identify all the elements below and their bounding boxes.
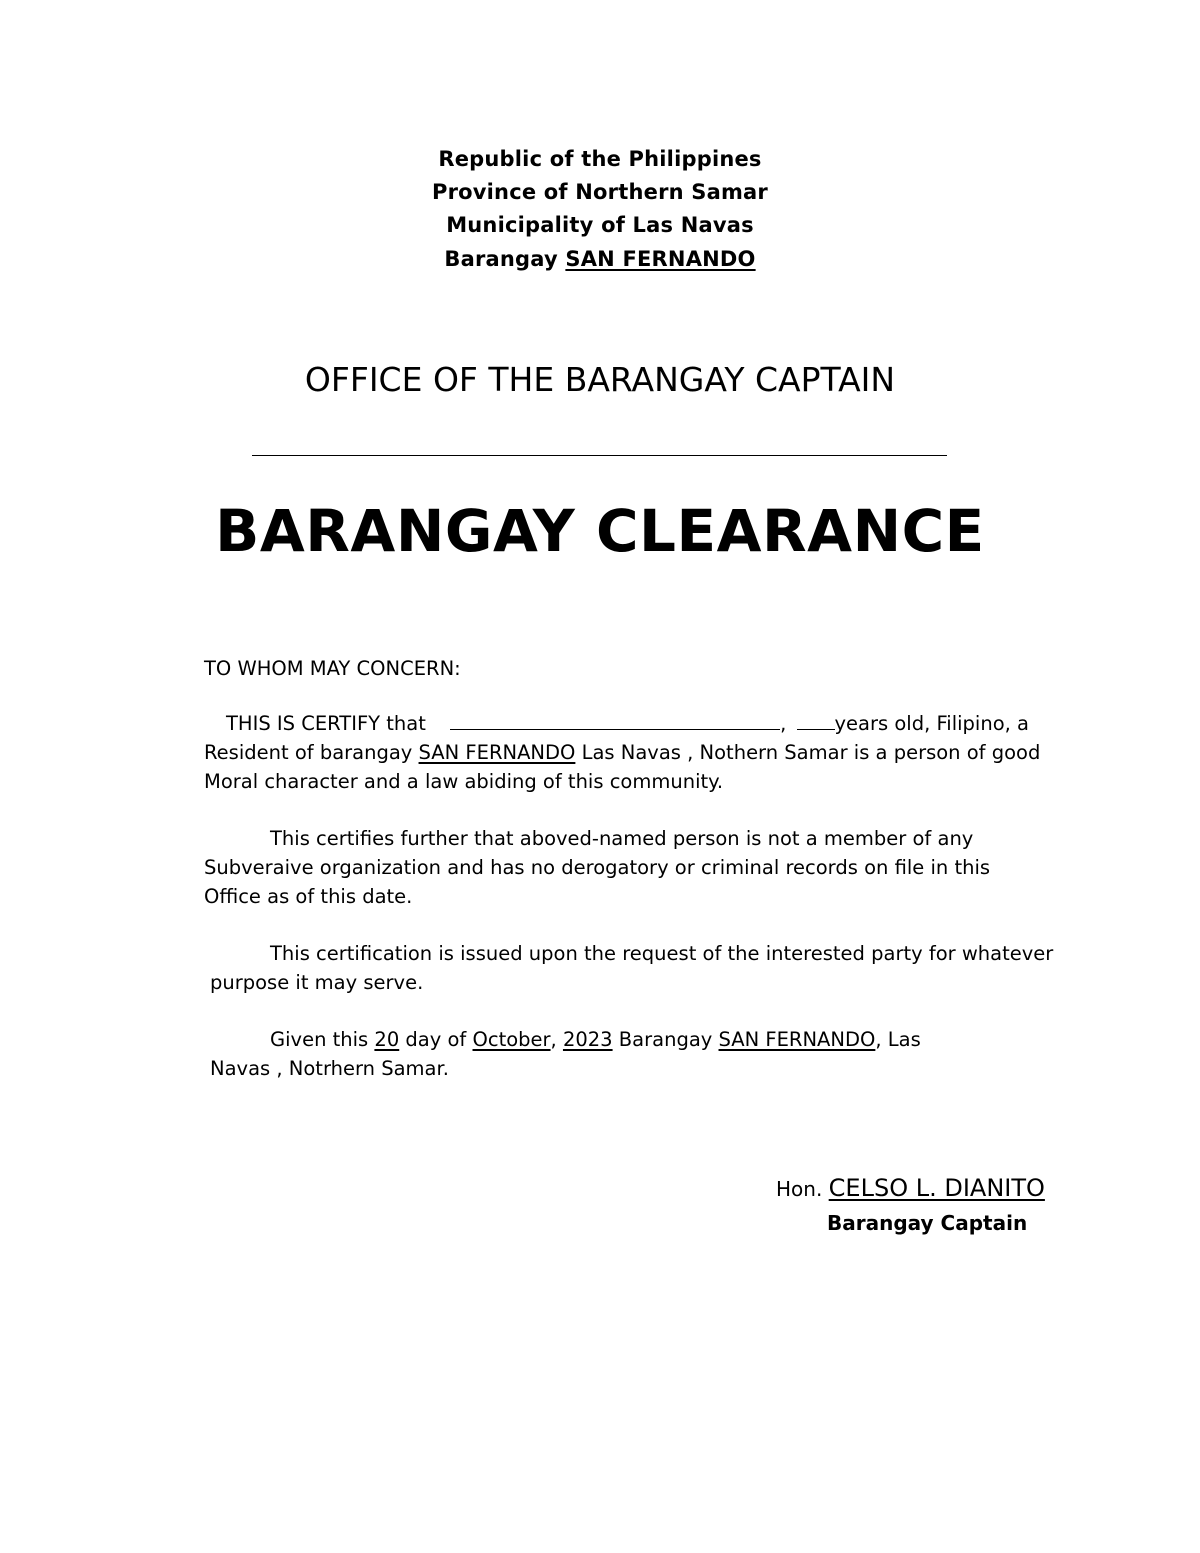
- para4-day-of: day of: [399, 1028, 473, 1051]
- header-barangay-prefix: Barangay: [444, 247, 566, 271]
- para4-suffix: , Las: [875, 1028, 921, 1051]
- para4-barangay: SAN FERNANDO: [718, 1028, 876, 1051]
- para4-year: 2023: [562, 1028, 613, 1051]
- office-heading: OFFICE OF THE BARANGAY CAPTAIN: [304, 360, 896, 399]
- header-municipality: Municipality of Las Navas: [446, 213, 754, 237]
- para1-line2-suffix: Las Navas , Nothern Samar is a person of good: [575, 741, 1041, 764]
- para2-line2: Subveraive organization and has no derogatory or criminal records on file in this: [204, 856, 991, 879]
- para4-barangay-prefix: Barangay: [612, 1028, 719, 1051]
- para1-age-suffix: years old, Filipino, a: [834, 712, 1029, 735]
- para4-line1: [270, 1025, 921, 1054]
- signature-honorific: Hon.: [776, 1177, 829, 1201]
- salutation: TO WHOM MAY CONCERN:: [204, 657, 461, 680]
- para1-line2: [204, 738, 1040, 767]
- header-barangay-name: SAN FERNANDO: [565, 247, 756, 271]
- para4-comma: ,: [550, 1028, 563, 1051]
- para3-line1: This certification is issued upon the request of the interested party for whatever: [270, 942, 1054, 965]
- para3-line2: purpose it may serve.: [210, 971, 424, 994]
- para1-line2-prefix: Resident of barangay: [204, 741, 419, 764]
- signature-position: Barangay Captain: [827, 1211, 1028, 1235]
- para2-line3: Office as of this date.: [204, 885, 413, 908]
- para1-comma: ,: [780, 712, 787, 735]
- signature-name: CELSO L. DIANITO: [828, 1174, 1045, 1202]
- para1-lead: THIS IS CERTIFY that: [226, 712, 426, 735]
- header-republic: Republic of the Philippines: [438, 147, 762, 171]
- para4-month: October: [472, 1028, 551, 1051]
- divider-rule: [252, 455, 947, 456]
- header-barangay: [0, 243, 1200, 276]
- para1-line3: Moral character and a law abiding of this community.: [204, 770, 724, 793]
- age-blank: [797, 711, 835, 730]
- para2-line1: This certifies further that aboved-named person is not a member of any: [270, 827, 974, 850]
- para4-line2: Navas , Notrhern Samar.: [210, 1057, 449, 1080]
- signature-block: [776, 1174, 1045, 1202]
- para1-barangay: SAN FERNANDO: [418, 741, 576, 764]
- header-province: Province of Northern Samar: [431, 180, 768, 204]
- name-blank: [450, 711, 780, 730]
- para4-day: 20: [374, 1028, 400, 1051]
- document-title: BARANGAY CLEARANCE: [215, 497, 985, 565]
- para4-given: Given this: [270, 1028, 375, 1051]
- para1-line1: [226, 709, 1029, 738]
